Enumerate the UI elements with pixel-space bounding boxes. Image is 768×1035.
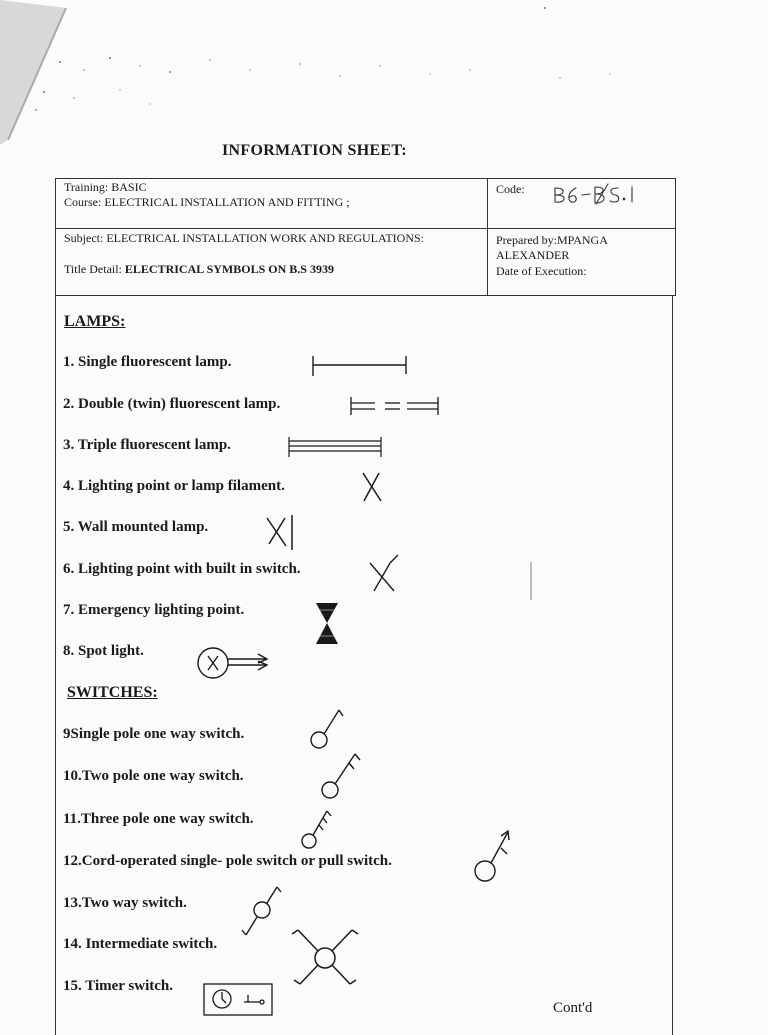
title-detail-label: Title Detail: (64, 262, 122, 276)
lamps-heading: LAMPS: (64, 313, 126, 330)
double-fluorescent-symbol (345, 394, 445, 418)
prepared-by-line2: ALEXANDER (496, 248, 570, 262)
symbol-item-9: 9Single pole one way switch. (63, 726, 245, 742)
symbol-item-15: 15. Timer switch. (63, 978, 174, 994)
emergency-lighting-symbol (313, 600, 341, 648)
symbol-item-5: 5. Wall mounted lamp. (63, 519, 209, 535)
lighting-point-symbol (358, 470, 386, 504)
sheet-title: INFORMATION SHEET: (222, 142, 407, 159)
scan-margin-mark (530, 562, 532, 600)
header-row-divider (56, 228, 675, 229)
pull-switch-symbol (470, 826, 516, 886)
header-column-divider (487, 179, 488, 295)
scan-noise (0, 0, 768, 140)
training-field: Training: BASIC (64, 180, 147, 194)
single-pole-switch-symbol (306, 704, 346, 752)
symbol-item-4: 4. Lighting point or lamp filament. (63, 478, 285, 494)
timer-switch-symbol (202, 982, 276, 1018)
symbol-item-8: 8. Spot light. (63, 643, 144, 659)
code-label: Code: (496, 182, 525, 196)
symbol-item-13: 13.Two way switch. (63, 895, 187, 911)
triple-fluorescent-symbol (284, 434, 388, 460)
symbol-item-14: 14. Intermediate switch. (63, 936, 218, 952)
header-table (55, 178, 676, 296)
intermediate-switch-symbol (288, 922, 362, 992)
symbol-item-1: 1. Single fluorescent lamp. (63, 354, 232, 370)
symbol-item-12: 12.Cord-operated single- pole switch or pull switch. (63, 853, 392, 869)
symbol-item-7: 7. Emergency lighting point. (63, 602, 245, 618)
two-pole-switch-symbol (316, 748, 362, 804)
date-of-execution-field: Date of Execution: (496, 264, 587, 278)
lighting-point-switch-symbol (366, 553, 402, 595)
symbol-item-6: 6. Lighting point with built in switch. (63, 561, 301, 577)
prepared-by-line1: Prepared by:MPANGA (496, 233, 608, 247)
title-detail-value: ELECTRICAL SYMBOLS ON B.S 3939 (124, 262, 334, 276)
switches-heading: SWITCHES: (67, 684, 158, 701)
continued-label: Cont'd (553, 1000, 593, 1016)
code-handwritten-value (550, 182, 660, 208)
two-way-switch-symbol (240, 882, 286, 940)
single-fluorescent-symbol (308, 352, 412, 378)
spot-light-symbol (194, 642, 274, 684)
symbol-item-10: 10.Two pole one way switch. (63, 768, 244, 784)
symbol-item-2: 2. Double (twin) fluorescent lamp. (63, 396, 281, 412)
symbol-item-11: 11.Three pole one way switch. (63, 811, 254, 827)
title-detail-field (64, 262, 334, 277)
symbol-item-3: 3. Triple fluorescent lamp. (63, 437, 231, 453)
three-pole-switch-symbol (296, 806, 334, 852)
wall-lamp-symbol (262, 512, 298, 552)
course-field: Course: ELECTRICAL INSTALLATION AND FITTING ; (64, 195, 350, 209)
subject-field: Subject: ELECTRICAL INSTALLATION WORK AND REGULATIONS: (64, 231, 425, 245)
